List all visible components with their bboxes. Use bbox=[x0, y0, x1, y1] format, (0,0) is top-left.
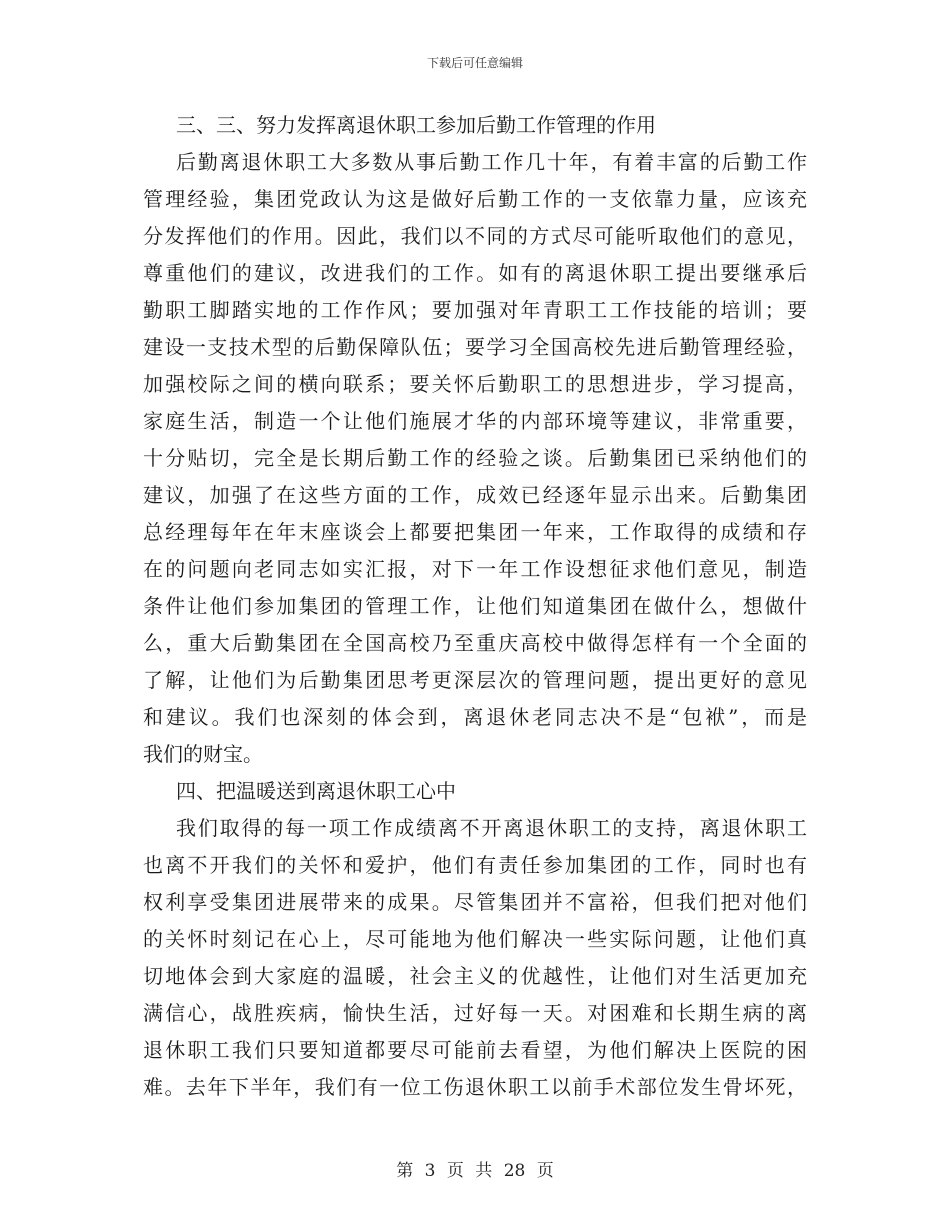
text-line: 满信心，战胜疾病，愉快生活，过好每一天。对困难和长期生病的离 bbox=[143, 1001, 807, 1025]
text-line: 十分贴切，完全是长期后勤工作的经验之谈。后勤集团已采纳他们的 bbox=[143, 446, 807, 470]
text-line: 权利享受集团进展带来的成果。尽管集团并不富裕，但我们把对他们 bbox=[143, 890, 807, 914]
document-body bbox=[143, 107, 807, 1106]
text-line: 尊重他们的建议，改进我们的工作。如有的离退休职工提出要继承后 bbox=[143, 261, 807, 285]
text-line: 四、把温暖送到离退休职工心中 bbox=[176, 779, 456, 803]
page-number-footer: 第 3 页 共 28 页 bbox=[396, 1161, 554, 1181]
text-line: 的关怀时刻记在心上，尽可能地为他们解决一些实际问题，让他们真 bbox=[143, 927, 807, 951]
text-line: 建设一支技术型的后勤保障队伍；要学习全国高校先进后勤管理经验， bbox=[143, 335, 807, 359]
text-line: 总经理每年在年末座谈会上都要把集团一年来，工作取得的成绩和存 bbox=[143, 520, 807, 544]
text-line: 难。去年下半年，我们有一位工伤退休职工以前手术部位发生骨坏死， bbox=[143, 1075, 807, 1099]
text-line: 和建议。我们也深刻的体会到，离退休老同志决不是“包袱”，而是 bbox=[143, 705, 807, 729]
text-line: 我们的财宝。 bbox=[143, 742, 263, 766]
text-line: 切地体会到大家庭的温暖，社会主义的优越性，让他们对生活更加充 bbox=[143, 964, 807, 988]
text-line: 我们取得的每一项工作成绩离不开离退休职工的支持，离退休职工 bbox=[176, 816, 807, 840]
text-line: 后勤离退休职工大多数从事后勤工作几十年，有着丰富的后勤工作 bbox=[176, 150, 807, 174]
text-line: 在的问题向老同志如实汇报，对下一年工作设想征求他们意见，制造 bbox=[143, 557, 807, 581]
text-line: 家庭生活，制造一个让他们施展才华的内部环境等建议，非常重要， bbox=[143, 409, 807, 433]
text-line: 建议，加强了在这些方面的工作，成效已经逐年显示出来。后勤集团 bbox=[143, 483, 807, 507]
page-header-note: 下载后可任意编辑 bbox=[426, 56, 523, 70]
text-line: 退休职工我们只要知道都要尽可能前去看望，为他们解决上医院的困 bbox=[143, 1038, 807, 1062]
text-line: 分发挥他们的作用。因此，我们以不同的方式尽可能听取他们的意见， bbox=[143, 224, 807, 248]
text-line: 加强校际之间的横向联系；要关怀后勤职工的思想进步，学习提高， bbox=[143, 372, 807, 396]
text-line: 了解，让他们为后勤集团思考更深层次的管理问题，提出更好的意见 bbox=[143, 668, 807, 692]
text-line: 么，重大后勤集团在全国高校乃至重庆高校中做得怎样有一个全面的 bbox=[143, 631, 807, 655]
text-line: 三、三、努力发挥离退休职工参加后勤工作管理的作用 bbox=[176, 113, 656, 137]
text-line: 勤职工脚踏实地的工作作风；要加强对年青职工工作技能的培训；要 bbox=[143, 298, 807, 322]
text-line: 管理经验，集团党政认为这是做好后勤工作的一支依靠力量，应该充 bbox=[143, 187, 807, 211]
text-line: 也离不开我们的关怀和爱护，他们有责任参加集团的工作，同时也有 bbox=[143, 853, 807, 877]
text-line: 条件让他们参加集团的管理工作，让他们知道集团在做什么，想做什 bbox=[143, 594, 807, 618]
